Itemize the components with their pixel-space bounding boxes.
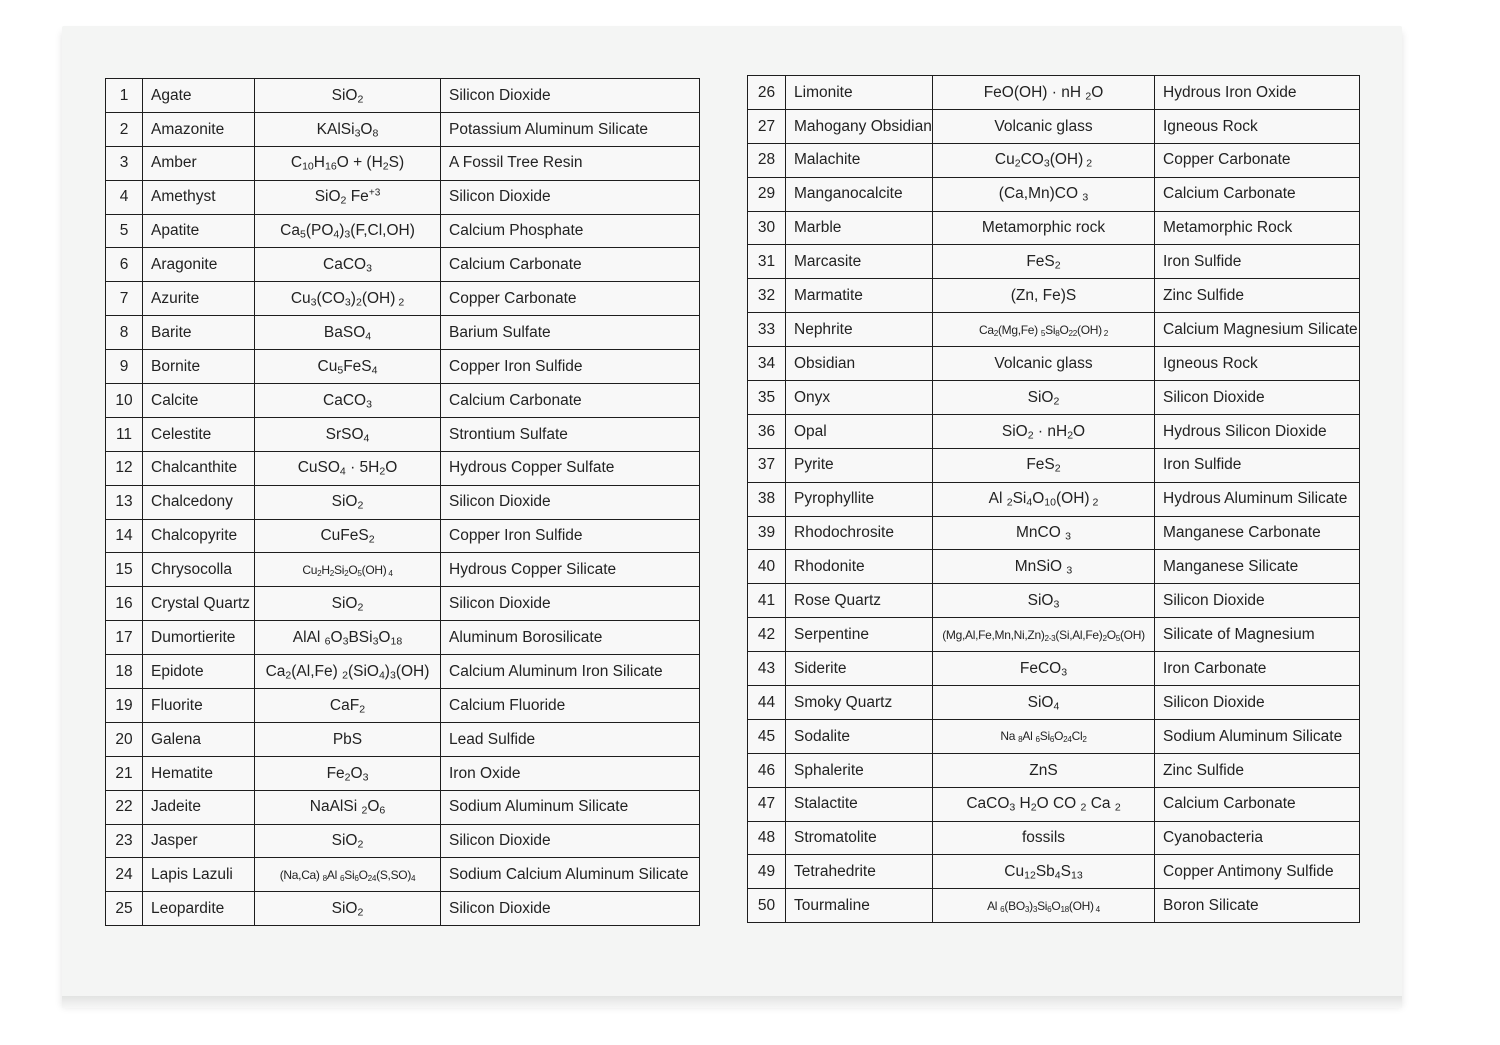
mineral-formula: FeS$_2$ [933,245,1155,279]
table-row [748,550,1360,584]
mineral-formula: Volcanic glass [933,109,1155,143]
mineral-formula: $Fe_2O_3$ [255,756,441,790]
mineral-number: 10 [106,384,143,418]
mineral-description: Zinc Sulfide [1155,279,1360,313]
mineral-number: 13 [106,485,143,519]
table-row [748,584,1360,618]
mineral-number: 37 [748,448,786,482]
mineral-formula: BaSO$_4$ [255,316,441,350]
mineral-description: Igneous Rock [1155,109,1360,143]
mineral-description: Copper Iron Sulfide [441,519,700,553]
mineral-number: 22 [106,790,143,824]
mineral-number: 36 [748,414,786,448]
mineral-name: Sodalite [786,719,933,753]
mineral-formula: CuSO$_4$ · $5H_2O$ [255,451,441,485]
table-row [748,313,1360,347]
mineral-description: Hydrous Copper Sulfate [441,451,700,485]
mineral-name: Mahogany Obsidian [786,109,933,143]
mineral-formula: (Na,Ca) $_8$Al $_6Si_6O_{24}(S,SO)_4$ [255,858,441,892]
table-row [106,417,700,451]
mineral-description: Silicon Dioxide [441,824,700,858]
mineral-formula: (Zn, Fe)S [933,279,1155,313]
mineral-description: Silicon Dioxide [441,180,700,214]
mineral-number: 50 [748,889,786,923]
mineral-formula: Al $_6(BO_3)_3Si_6O_{18}(OH)$ $_4$ [933,889,1155,923]
mineral-name: Hematite [143,756,255,790]
table-row [106,451,700,485]
mineral-number: 44 [748,686,786,720]
mineral-formula: (Ca,Mn)CO $_3$ [933,177,1155,211]
mineral-number: 14 [106,519,143,553]
mineral-name: Bornite [143,350,255,384]
table-row [748,347,1360,381]
mineral-name: Smoky Quartz [786,686,933,720]
mineral-number: 3 [106,146,143,180]
mineral-name: Marmatite [786,279,933,313]
mineral-description: Hydrous Silicon Dioxide [1155,414,1360,448]
mineral-formula: MnSiO $_3$ [933,550,1155,584]
mineral-number: 15 [106,553,143,587]
mineral-name: Pyrite [786,448,933,482]
mineral-description: Silicon Dioxide [441,892,700,926]
table-row [106,180,700,214]
mineral-description: Copper Antimony Sulfide [1155,855,1360,889]
mineral-number: 28 [748,143,786,177]
mineral-description: Calcium Carbonate [1155,177,1360,211]
mineral-number: 27 [748,109,786,143]
mineral-number: 47 [748,787,786,821]
mineral-number: 12 [106,451,143,485]
table-row [748,76,1360,110]
mineral-description: Sodium Calcium Aluminum Silicate [441,858,700,892]
mineral-formula: $Ca_2(Mg,Fe)$ $_5Si_8O_{22}(OH)$ $_2$ [933,313,1155,347]
mineral-name: Stalactite [786,787,933,821]
mineral-description: Copper Iron Sulfide [441,350,700,384]
mineral-number: 16 [106,587,143,621]
mineral-name: Amazonite [143,112,255,146]
mineral-number: 2 [106,112,143,146]
mineral-table-left-body [106,79,700,926]
mineral-number: 23 [106,824,143,858]
mineral-formula: SiO$_4$ [933,686,1155,720]
mineral-number: 35 [748,381,786,415]
mineral-name: Lapis Lazuli [143,858,255,892]
mineral-number: 11 [106,417,143,451]
mineral-number: 48 [748,821,786,855]
mineral-description: Hydrous Aluminum Silicate [1155,482,1360,516]
mineral-description: Silicate of Magnesium [1155,618,1360,652]
table-row [106,384,700,418]
table-row [748,211,1360,245]
mineral-description: Sodium Aluminum Silicate [1155,719,1360,753]
mineral-formula: ZnS [933,753,1155,787]
mineral-formula: SiO$_2$ [255,485,441,519]
mineral-name: Siderite [786,652,933,686]
mineral-name: Marcasite [786,245,933,279]
mineral-name: Nephrite [786,313,933,347]
mineral-description: Iron Oxide [441,756,700,790]
mineral-description: Calcium Carbonate [1155,787,1360,821]
mineral-number: 18 [106,655,143,689]
mineral-name: Fluorite [143,689,255,723]
mineral-formula: $Ca_2(Al,Fe)$ $_2(SiO_4)_3(OH)$ [255,655,441,689]
mineral-number: 41 [748,584,786,618]
mineral-number: 31 [748,245,786,279]
mineral-description: Manganese Silicate [1155,550,1360,584]
mineral-formula: CaCO$_3$ [255,248,441,282]
mineral-description: Boron Silicate [1155,889,1360,923]
table-row [106,892,700,926]
mineral-number: 7 [106,282,143,316]
mineral-description: Hydrous Iron Oxide [1155,76,1360,110]
mineral-number: 8 [106,316,143,350]
mineral-number: 45 [748,719,786,753]
mineral-number: 17 [106,621,143,655]
mineral-description: Copper Carbonate [1155,143,1360,177]
mineral-name: Tourmaline [786,889,933,923]
mineral-name: Stromatolite [786,821,933,855]
mineral-name: Opal [786,414,933,448]
mineral-number: 5 [106,214,143,248]
table-row [106,621,700,655]
mineral-name: Jasper [143,824,255,858]
mineral-name: Manganocalcite [786,177,933,211]
table-row [106,756,700,790]
mineral-number: 26 [748,76,786,110]
mineral-description: Iron Carbonate [1155,652,1360,686]
mineral-name: Sphalerite [786,753,933,787]
mineral-formula: $Cu_2H_2Si_2O_5(OH)$ $_4$ [255,553,441,587]
mineral-formula: $C_{10}H_{16}O + (H_2S)$ [255,146,441,180]
mineral-number: 39 [748,516,786,550]
mineral-formula: $KAlSi_3O_8$ [255,112,441,146]
mineral-number: 33 [748,313,786,347]
table-row [748,787,1360,821]
mineral-name: Leopardite [143,892,255,926]
mineral-formula: PbS [255,722,441,756]
mineral-formula: SrSO$_4$ [255,417,441,451]
table-row [106,79,700,113]
mineral-name: Chalcedony [143,485,255,519]
mineral-name: Tetrahedrite [786,855,933,889]
table-row [106,519,700,553]
mineral-description: Sodium Aluminum Silicate [441,790,700,824]
mineral-formula: SiO$_2$ [255,892,441,926]
mineral-description: Silicon Dioxide [1155,584,1360,618]
mineral-formula: FeCO$_3$ [933,652,1155,686]
mineral-name: Amber [143,146,255,180]
table-row [748,245,1360,279]
mineral-number: 32 [748,279,786,313]
table-row [748,448,1360,482]
mineral-formula: fossils [933,821,1155,855]
mineral-number: 43 [748,652,786,686]
mineral-name: Malachite [786,143,933,177]
mineral-name: Obsidian [786,347,933,381]
mineral-formula: Al $_2Si_4O_{10}(OH)$ $_2$ [933,482,1155,516]
mineral-table-right [747,75,1360,923]
table-row [106,790,700,824]
table-row [106,824,700,858]
mineral-description: Lead Sulfide [441,722,700,756]
mineral-number: 29 [748,177,786,211]
mineral-name: Serpentine [786,618,933,652]
mineral-formula: $SiO_2 \cdot nH_2O$ [933,414,1155,448]
mineral-number: 38 [748,482,786,516]
mineral-number: 19 [106,689,143,723]
mineral-number: 24 [106,858,143,892]
mineral-formula: AlAl $_6O_3BSi_3O_{18}$ [255,621,441,655]
mineral-number: 9 [106,350,143,384]
mineral-formula: $Cu_{12}Sb_4S_{13}$ [933,855,1155,889]
mineral-description: Igneous Rock [1155,347,1360,381]
table-row [106,485,700,519]
table-row [748,889,1360,923]
table-row [748,279,1360,313]
mineral-formula: FeS$_2$ [933,448,1155,482]
mineral-formula: NaAlSi $_2O_6$ [255,790,441,824]
mineral-description: A Fossil Tree Resin [441,146,700,180]
table-row [748,109,1360,143]
table-row [748,618,1360,652]
mineral-name: Celestite [143,417,255,451]
mineral-number: 42 [748,618,786,652]
mineral-description: Iron Sulfide [1155,448,1360,482]
mineral-name: Pyrophyllite [786,482,933,516]
mineral-number: 40 [748,550,786,584]
mineral-formula: CuFeS$_2$ [255,519,441,553]
mineral-number: 25 [106,892,143,926]
mineral-formula: SiO$_2$ [933,381,1155,415]
mineral-description: Hydrous Copper Silicate [441,553,700,587]
board-edge [62,996,1402,1008]
mineral-description: Zinc Sulfide [1155,753,1360,787]
mineral-formula: FeO(OH) · nH $_2$O [933,76,1155,110]
mineral-description: Aluminum Borosilicate [441,621,700,655]
mineral-description: Calcium Magnesium Silicate [1155,313,1360,347]
mineral-name: Amethyst [143,180,255,214]
table-row [106,316,700,350]
mineral-description: Silicon Dioxide [1155,381,1360,415]
mineral-description: Cyanobacteria [1155,821,1360,855]
mineral-number: 20 [106,722,143,756]
table-row [106,858,700,892]
table-row [748,414,1360,448]
mineral-description: Potassium Aluminum Silicate [441,112,700,146]
mineral-description: Barium Sulfate [441,316,700,350]
table-row [748,686,1360,720]
mineral-name: Apatite [143,214,255,248]
mineral-number: 34 [748,347,786,381]
mineral-formula: SiO$_2$ [255,79,441,113]
table-row [748,855,1360,889]
mineral-number: 49 [748,855,786,889]
mineral-table-left [105,78,700,926]
mineral-name: Epidote [143,655,255,689]
mineral-description: Copper Carbonate [441,282,700,316]
table-row [748,652,1360,686]
mineral-name: Rose Quartz [786,584,933,618]
mineral-description: Silicon Dioxide [441,79,700,113]
mineral-formula: $Ca_5(PO_4)_3(F,Cl,OH)$ [255,214,441,248]
mineral-name: Chalcopyrite [143,519,255,553]
table-row [106,722,700,756]
table-row [106,282,700,316]
mineral-name: Rhodonite [786,550,933,584]
table-row [106,350,700,384]
mineral-formula: SiO$_2$ [255,587,441,621]
mineral-formula: Metamorphic rock [933,211,1155,245]
mineral-formula: SiO$_3$ [933,584,1155,618]
mineral-number: 21 [106,756,143,790]
mineral-formula: SiO$_2$ $Fe^{+3}$ [255,180,441,214]
table-row [106,689,700,723]
table-row [748,177,1360,211]
mineral-number: 1 [106,79,143,113]
mineral-formula: $Cu_2CO_3(OH)$ $_2$ [933,143,1155,177]
mineral-description: Calcium Carbonate [441,384,700,418]
mineral-formula: CaCO$_3$ $H_2O$ CO $_2$ Ca $_2$ [933,787,1155,821]
mineral-number: 46 [748,753,786,787]
table-row [106,248,700,282]
mineral-table-right-body [748,76,1360,923]
mineral-description: Silicon Dioxide [1155,686,1360,720]
mineral-formula: Na $_8$Al $_6Si_6O_{24}Cl_2$ [933,719,1155,753]
mineral-name: Chalcanthite [143,451,255,485]
table-row [748,821,1360,855]
mineral-formula: MnCO $_3$ [933,516,1155,550]
table-row [748,719,1360,753]
mineral-description: Iron Sulfide [1155,245,1360,279]
mineral-description: Calcium Phosphate [441,214,700,248]
table-row [748,753,1360,787]
mineral-name: Azurite [143,282,255,316]
table-row [748,516,1360,550]
mineral-description: Metamorphic Rock [1155,211,1360,245]
mineral-name: Marble [786,211,933,245]
mineral-description: Silicon Dioxide [441,587,700,621]
mineral-description: Strontium Sulfate [441,417,700,451]
table-row [748,143,1360,177]
mineral-description: Calcium Fluoride [441,689,700,723]
mineral-name: Onyx [786,381,933,415]
mineral-formula: SiO$_2$ [255,824,441,858]
mineral-formula: CaF$_2$ [255,689,441,723]
mineral-name: Crystal Quartz [143,587,255,621]
mineral-name: Aragonite [143,248,255,282]
mineral-formula: $Cu_3(CO_3)_2(OH)$ $_2$ [255,282,441,316]
mineral-name: Dumortierite [143,621,255,655]
mineral-name: Galena [143,722,255,756]
mineral-name: Agate [143,79,255,113]
mineral-formula: $(Mg,Al,Fe,Mn,Ni,Zn)_{2-3}(Si,Al,Fe)_2O_5(OH)$ [933,618,1155,652]
table-row [106,553,700,587]
mineral-description: Calcium Carbonate [441,248,700,282]
table-row [748,381,1360,415]
mineral-formula: $Cu_5FeS_4$ [255,350,441,384]
table-row [106,214,700,248]
mineral-formula: Volcanic glass [933,347,1155,381]
mineral-description: Calcium Aluminum Iron Silicate [441,655,700,689]
table-row [106,587,700,621]
mineral-name: Jadeite [143,790,255,824]
mineral-name: Rhodochrosite [786,516,933,550]
mineral-number: 30 [748,211,786,245]
mineral-name: Barite [143,316,255,350]
table-row [106,655,700,689]
mineral-name: Chrysocolla [143,553,255,587]
mineral-formula: CaCO$_3$ [255,384,441,418]
mineral-description: Manganese Carbonate [1155,516,1360,550]
mineral-name: Limonite [786,76,933,110]
mineral-name: Calcite [143,384,255,418]
mineral-number: 6 [106,248,143,282]
table-row [106,112,700,146]
mineral-number: 4 [106,180,143,214]
table-row [748,482,1360,516]
table-row [106,146,700,180]
mineral-description: Silicon Dioxide [441,485,700,519]
